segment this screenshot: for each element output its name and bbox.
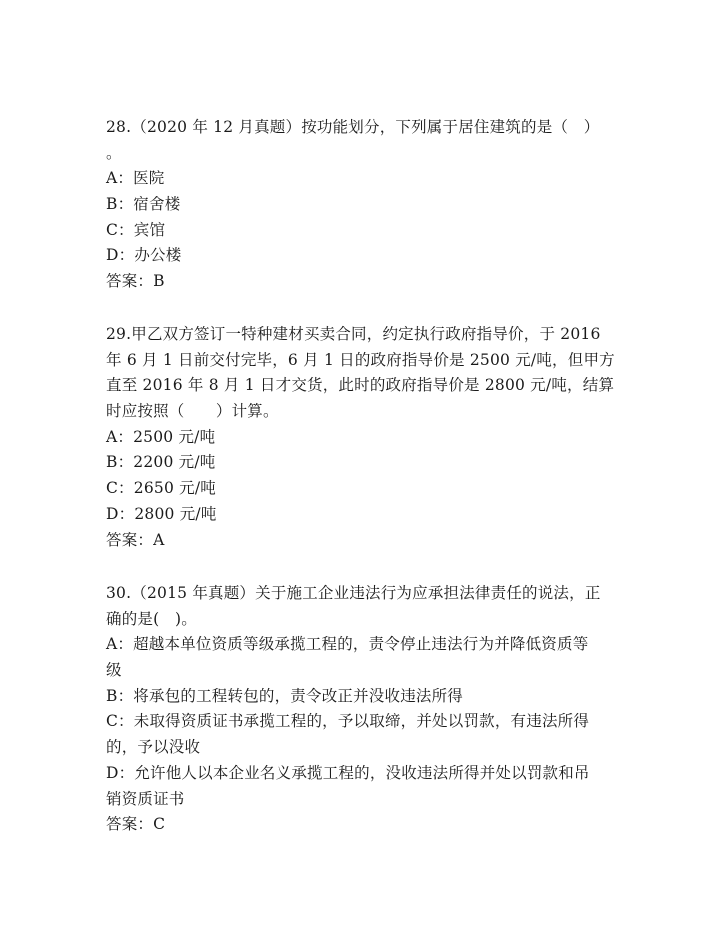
option-d-continued: 销资质证书 [106,789,185,808]
question-30 [106,581,616,838]
question-stem-line: 直至 2016 年 8 月 1 日才交货，此时的政府指导价是 2800 元/吨，结算 [106,376,615,395]
option-a: A：医院 [106,169,165,188]
answer-line: 答案：A [106,530,165,549]
question-stem-line: 28.（2020 年 12 月真题）按功能划分，下列属于居住建筑的是（ ） [106,118,600,136]
option-d: D：办公楼 [106,246,182,265]
answer-line: 答案：C [106,815,166,834]
answer-line: 答案：B [106,272,165,291]
option-a: A：2500 元/吨 [106,427,216,446]
option-c: C：宾馆 [106,220,166,239]
question-stem-line: 年 6 月 1 日前交付完毕，6 月 1 日的政府指导价是 2500 元/吨，但甲方 [106,350,615,369]
option-a: A：超越本单位资质等级承揽工程的，责令停止违法行为并降低资质等 [106,635,589,654]
question-stem-line: 30.（2015 年真题）关于施工企业违法行为应承担法律责任的说法，正 [106,584,601,602]
option-c: C：未取得资质证书承揽工程的，予以取缔，并处以罚款，有违法所得 [106,712,590,731]
option-d: D：允许他人以本企业名义承揽工程的，没收违法所得并处以罚款和吊 [106,763,590,782]
question-28 [106,115,616,295]
question-stem-line: 。 [106,143,122,162]
option-b: B：将承包的工程转包的，责令改正并没收违法所得 [106,686,463,705]
option-b: B：2200 元/吨 [106,453,216,472]
option-c-continued: 的，予以没收 [106,738,201,757]
question-stem-line: 确的是( )。 [106,609,197,628]
question-stem-line: 29.甲乙双方签订一特种建材买卖合同，约定执行政府指导价，于 2016 [106,325,601,343]
option-a-continued: 级 [106,661,122,680]
question-stem-line: 时应按照（ ）计算。 [106,402,279,421]
option-d: D：2800 元/吨 [106,504,217,523]
question-29 [106,322,616,553]
option-b: B：宿舍楼 [106,195,181,214]
option-c: C：2650 元/吨 [106,479,216,498]
